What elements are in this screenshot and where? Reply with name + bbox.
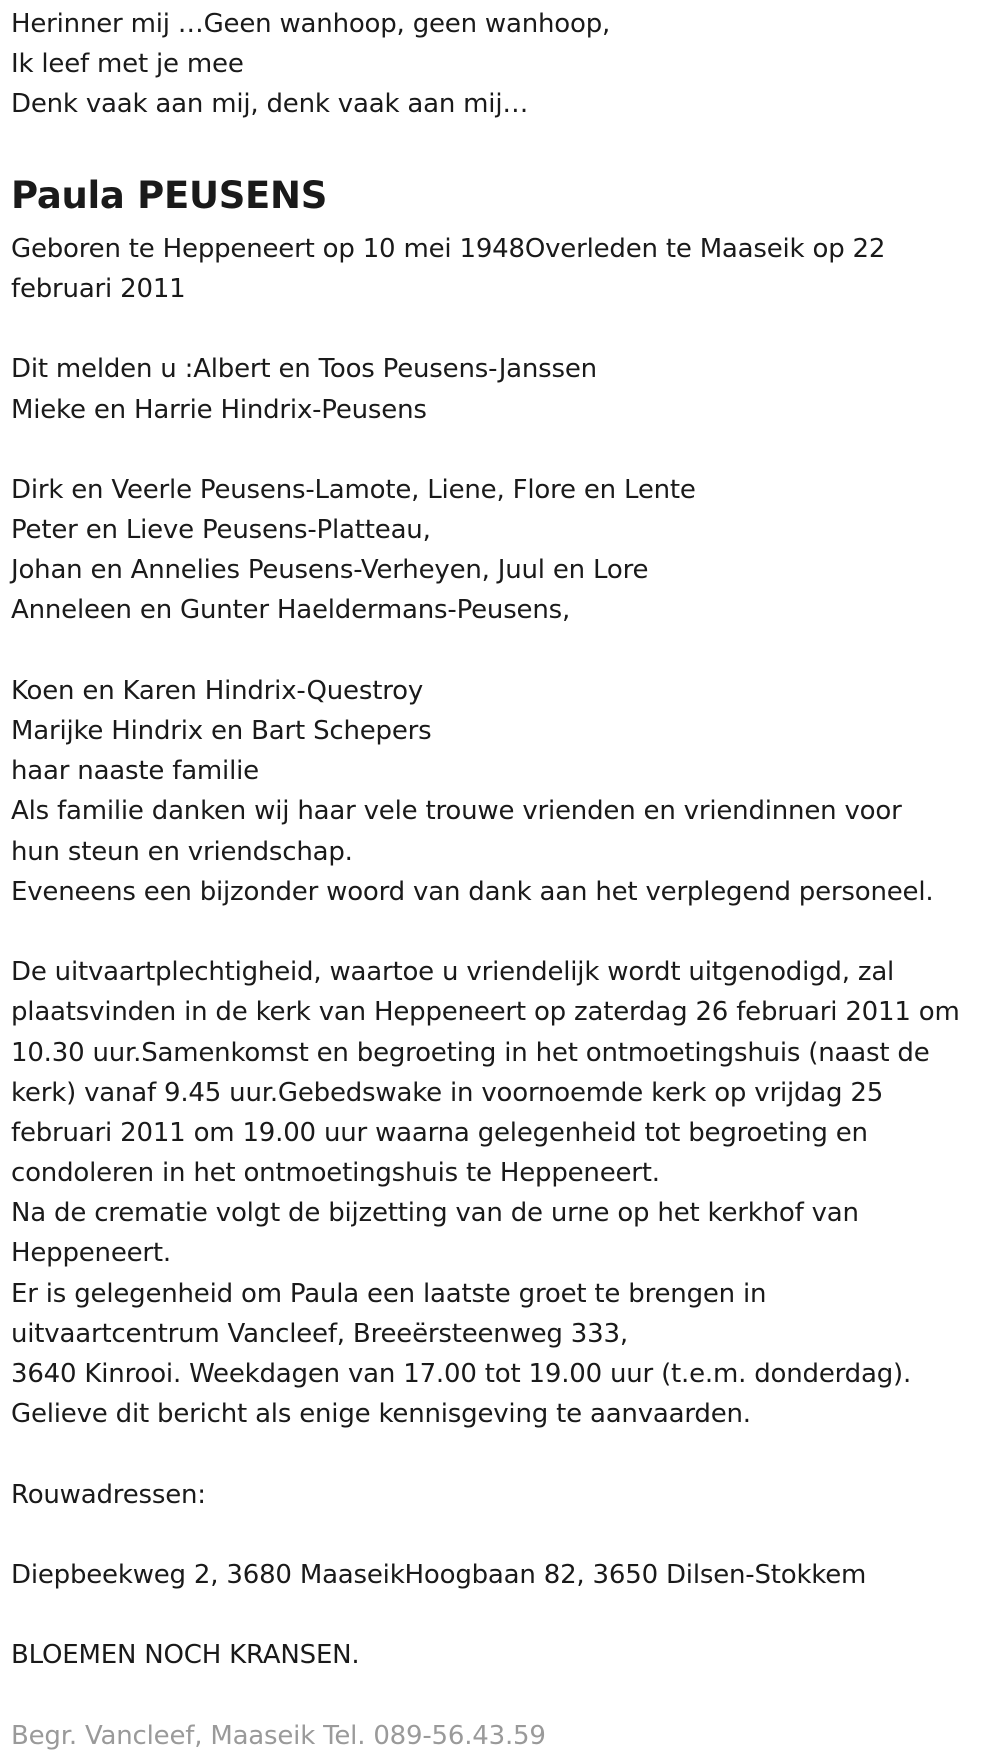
spacer — [11, 631, 991, 671]
funeral-home-footer: Begr. Vancleef, Maaseik Tel. 089-56.43.59 — [11, 1720, 546, 1751]
thanks-line: Eveneens een bijzonder woord van dank aan het verplegend personeel. — [11, 876, 934, 907]
spacer — [11, 1434, 991, 1474]
announcer-line: Peter en Lieve Peusens-Platteau, — [11, 515, 431, 546]
ceremony-line: condoleren in het ontmoetingshuis te Heppeneert. — [11, 1158, 660, 1189]
announcer-line: Dirk en Veerle Peusens-Lamote, Liene, Flore en Lente — [11, 474, 696, 505]
ceremony-line: De uitvaartplechtigheid, waartoe u vriendelijk wordt uitgenodigd, zal — [11, 957, 895, 988]
announcer-line: Koen en Karen Hindrix-Questroy — [11, 675, 424, 706]
obituary-notice — [11, 4, 991, 1756]
deceased-name: Paula PEUSENS — [11, 173, 328, 217]
spacer — [11, 1515, 991, 1555]
announcer-line: Marijke Hindrix en Bart Schepers — [11, 716, 432, 746]
thanks-line: hun steun en vriendschap. — [11, 836, 353, 867]
ceremony-line: plaatsvinden in de kerk van Heppeneert op zaterdag 26 februari 2011 om — [11, 997, 960, 1028]
announcers-group-2 — [11, 671, 991, 912]
flowers-notice: BLOEMEN NOCH KRANSEN. — [11, 1640, 360, 1671]
announcer-line: Mieke en Harrie Hindrix-Peusens — [11, 394, 427, 425]
birth-death-line: februari 2011 — [11, 273, 186, 304]
announcer-line: haar naaste familie — [11, 756, 259, 787]
announcers-intro — [11, 349, 991, 429]
ceremony-line: uitvaartcentrum Vancleef, Breeërsteenweg 333, — [11, 1318, 628, 1349]
ceremony-line: kerk) vanaf 9.45 uur.Gebedswake in voornoemde kerk op vrijdag 25 — [11, 1077, 884, 1108]
announcer-line: Dit melden u :Albert en Toos Peusens-Janssen — [11, 354, 597, 385]
poem-line: Denk vaak aan mij, denk vaak aan mij… — [11, 89, 529, 120]
poem-line: Herinner mij …Geen wanhoop, geen wanhoop, — [11, 9, 611, 39]
poem-line: Ik leef met je mee — [11, 49, 244, 80]
spacer — [11, 430, 991, 470]
ceremony-line: Heppeneert. — [11, 1238, 171, 1269]
spacer — [11, 1595, 991, 1635]
ceremony-line: 3640 Kinrooi. Weekdagen van 17.00 tot 19.00 uur (t.e.m. donderdag). — [11, 1359, 912, 1389]
spacer — [11, 125, 991, 165]
poem — [11, 4, 991, 125]
ceremony-details — [11, 952, 991, 1434]
thanks-line: Als familie danken wij haar vele trouwe vrienden en vriendinnen voor — [11, 796, 902, 827]
spacer — [11, 1676, 991, 1716]
announcer-line: Anneleen en Gunter Haeldermans-Peusens, — [11, 595, 571, 626]
announcers-group-1 — [11, 470, 991, 631]
addresses-value: Diepbeekweg 2, 3680 MaaseikHoogbaan 82, 3650 Dilsen-Stokkem — [11, 1559, 867, 1590]
ceremony-line: Na de crematie volgt de bijzetting van de urne op het kerkhof van — [11, 1198, 859, 1229]
ceremony-line: 10.30 uur.Samenkomst en begroeting in het ontmoetingshuis (naast de — [11, 1037, 930, 1068]
birth-death-line: Geboren te Heppeneert op 10 mei 1948Overleden te Maaseik op 22 — [11, 233, 886, 264]
ceremony-line: februari 2011 om 19.00 uur waarna gelegenheid tot begroeting en — [11, 1117, 868, 1148]
spacer — [11, 912, 991, 952]
addresses-label: Rouwadressen: — [11, 1479, 206, 1510]
spacer — [11, 309, 991, 349]
announcer-line: Johan en Annelies Peusens-Verheyen, Juul en Lore — [11, 555, 649, 586]
ceremony-line: Gelieve dit bericht als enige kennisgeving te aanvaarden. — [11, 1399, 751, 1430]
ceremony-line: Er is gelegenheid om Paula een laatste groet te brengen in — [11, 1278, 767, 1309]
birth-death-info — [11, 229, 991, 309]
